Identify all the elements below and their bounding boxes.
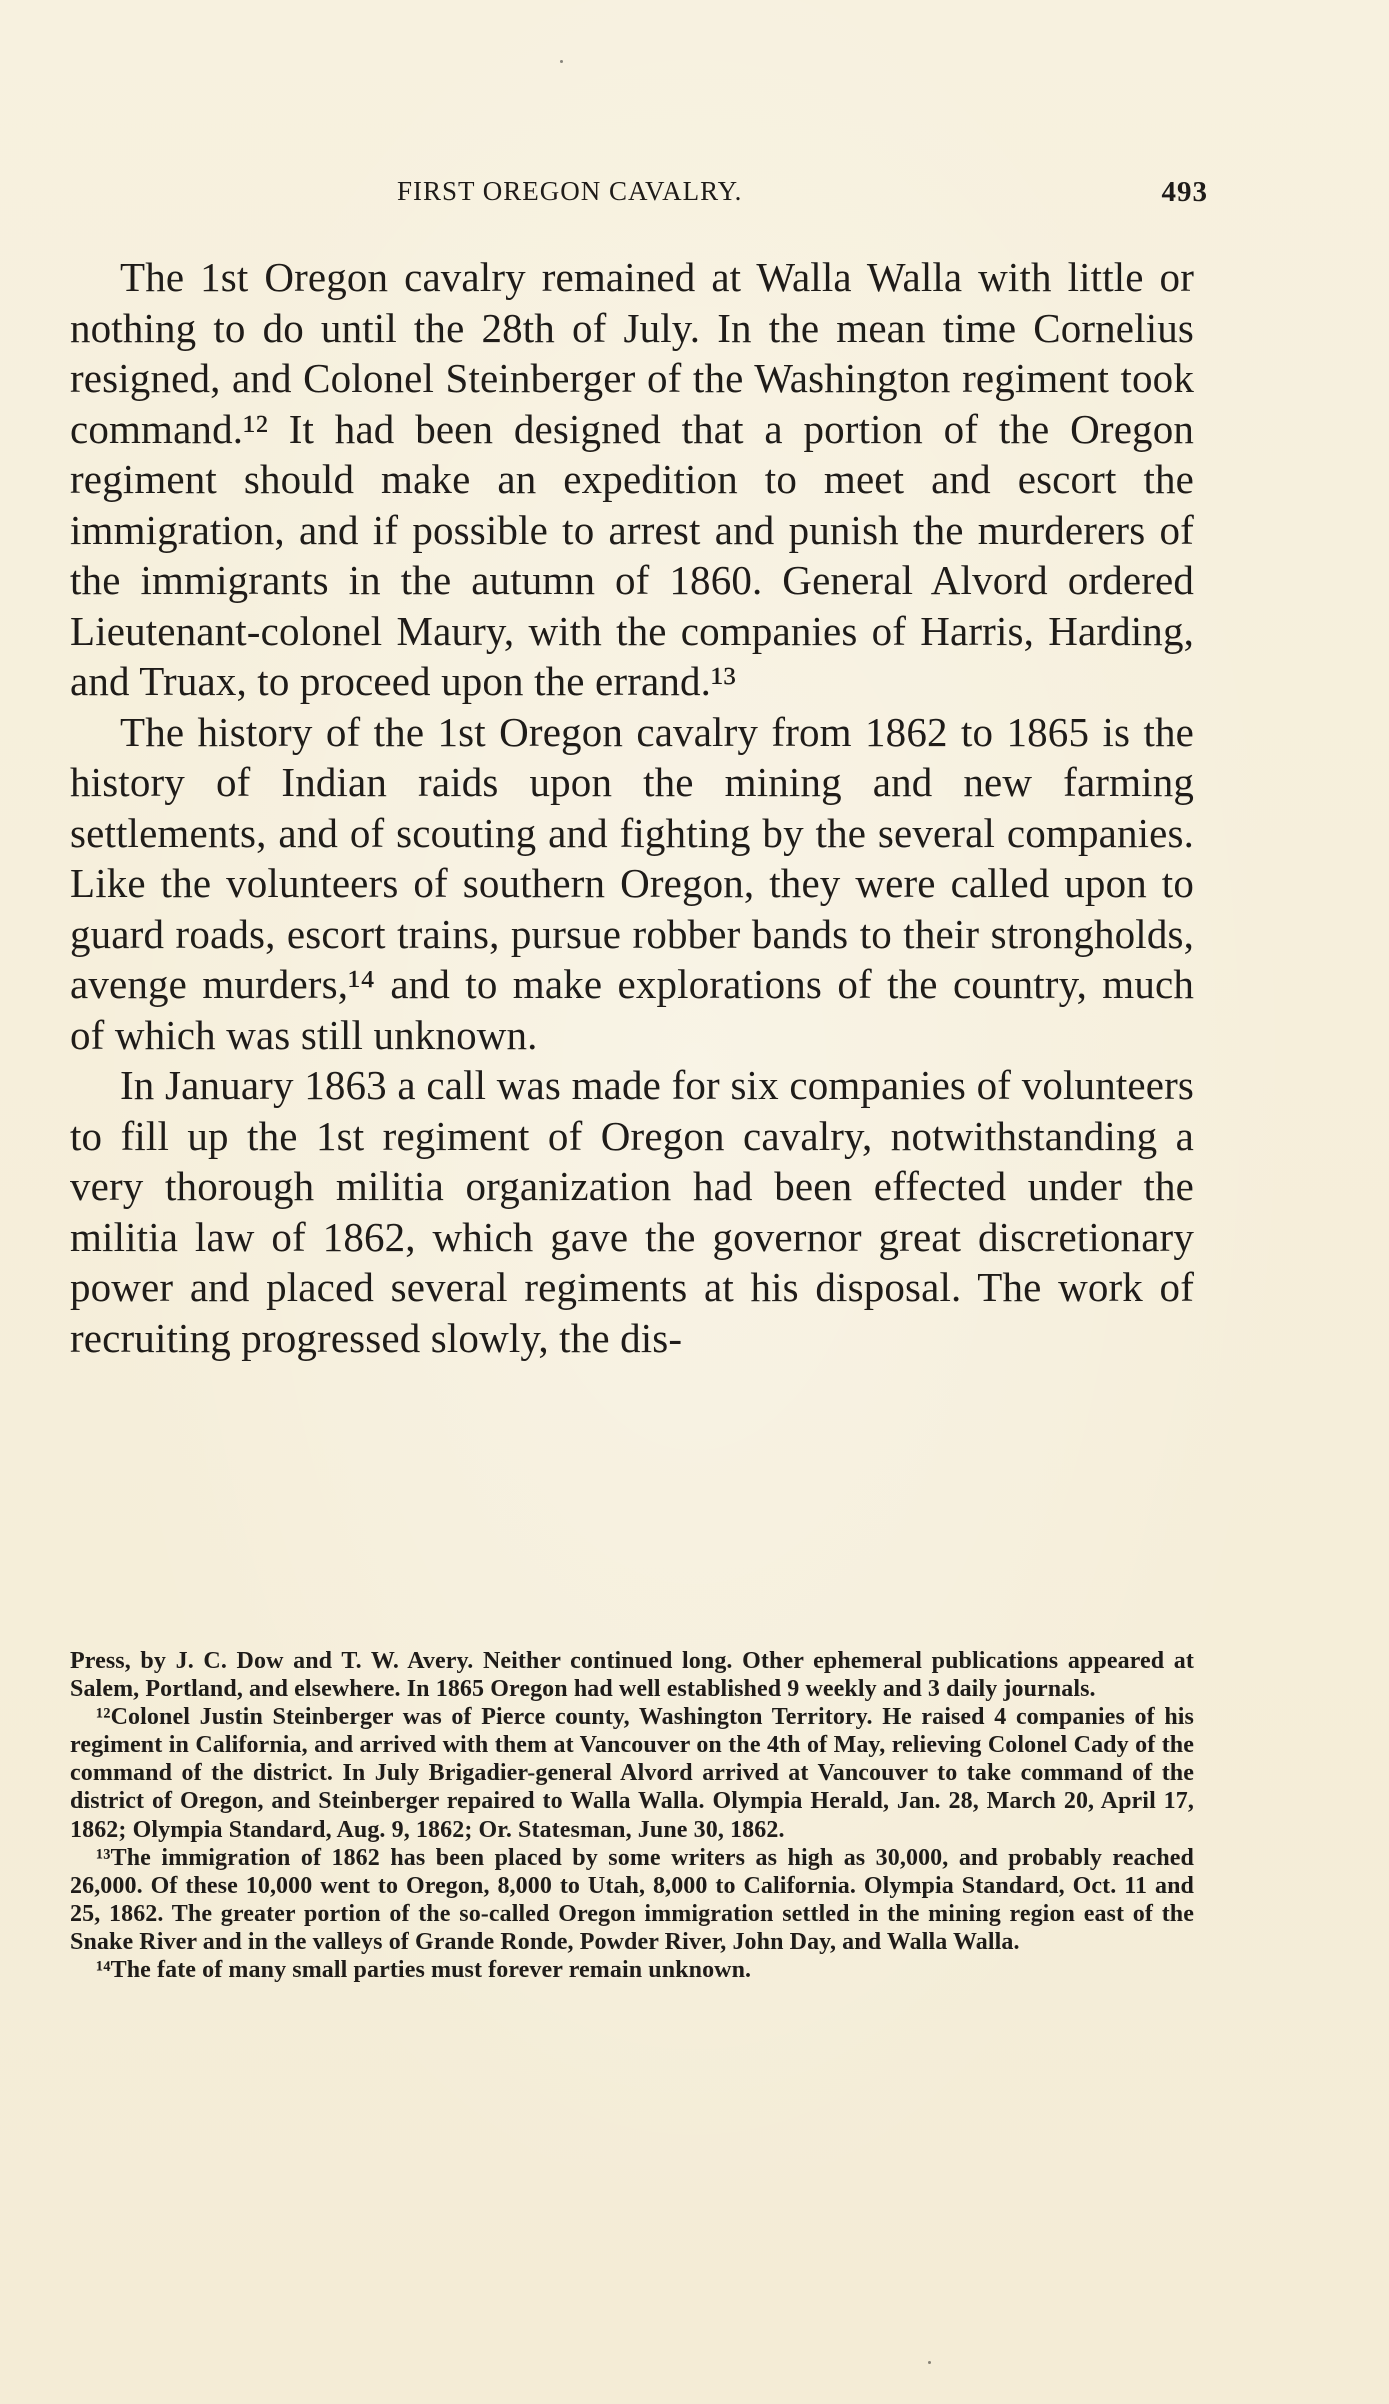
main-paragraph: The 1st Oregon cavalry remained at Walla Walla with little or nothing to do until the 28th of July. In the mean time Cornelius resigned, and Colonel Steinberger of the Washington regiment took command.¹² It had been designed that a portion of the Oregon regiment should make an expedition to meet and escort the immigration, and if possible to arrest and punish the murderers of the immigrants in the autumn of 1860. General Alvord ordered Lieutenant-colonel Maury, with the companies of Harris, Harding, and Truax, to proceed upon the errand.¹³	[70, 254, 1194, 704]
paper-speck	[560, 60, 563, 63]
footnote-item: ¹²Colonel Justin Steinberger was of Pierce county, Washington Territory. He raised 4 companies of his regiment in California, and arrived with them at Vancouver on the 4th of May, relieving Colonel Cady of the command of the district. In July Brigadier-general Alvord arrived at Vancouver to take command of the district of Oregon, and Steinberger repaired to Walla Walla. Olympia Herald, Jan. 28, March 20, April 17, 1862; Olympia Standard, Aug. 9, 1862; Or. Statesman, June 30, 1862.	[70, 1704, 1194, 1843]
main-text	[70, 252, 1194, 1363]
footnote-item: ¹⁴The fate of many small parties must forever remain unknown.	[96, 1957, 752, 1984]
running-header	[383, 176, 1208, 212]
page-number: 493	[1161, 176, 1208, 208]
main-paragraph: The history of the 1st Oregon cavalry from 1862 to 1865 is the history of Indian raids upon the mining and new farming settlements, and of scouting and fighting by the several companies. Like the volunteers of southern Oregon, they were called upon to guard roads, escort trains, pursue robber bands to their strongholds, avenge murders,¹⁴ and to make explorations of the country, much of which was still unknown.	[70, 708, 1194, 1058]
paper-speck	[928, 2361, 931, 2364]
main-paragraph: In January 1863 a call was made for six companies of volunteers to fill up the 1st regiment of Oregon cavalry, notwithstanding a very thorough militia organization had been effected under the militia law of 1862, which gave the governor great discretionary power and placed several regiments at his disposal. The work of recruiting progressed slowly, the dis-	[70, 1062, 1194, 1361]
footnotes	[70, 1647, 1194, 1984]
footnote-item: ¹³The immigration of 1862 has been placed by some writers as high as 30,000, and probably reached 26,000. Of these 10,000 went to Oregon, 8,000 to Utah, 8,000 to California. Olympia Standard, Oct. 11 and 25, 1862. The greater portion of the so-called Oregon immigration settled in the mining region east of the Snake River and in the valleys of Grande Ronde, Powder River, John Day, and Walla Walla.	[70, 1844, 1194, 1955]
running-header-title: FIRST OREGON CAVALRY.	[397, 176, 743, 206]
footnote-continuation: Press, by J. C. Dow and T. W. Avery. Neither continued long. Other ephemeral publications appeared at Salem, Portland, and elsewhere. In 1865 Oregon had well established 9 weekly and 3 daily journals.	[70, 1648, 1194, 1703]
